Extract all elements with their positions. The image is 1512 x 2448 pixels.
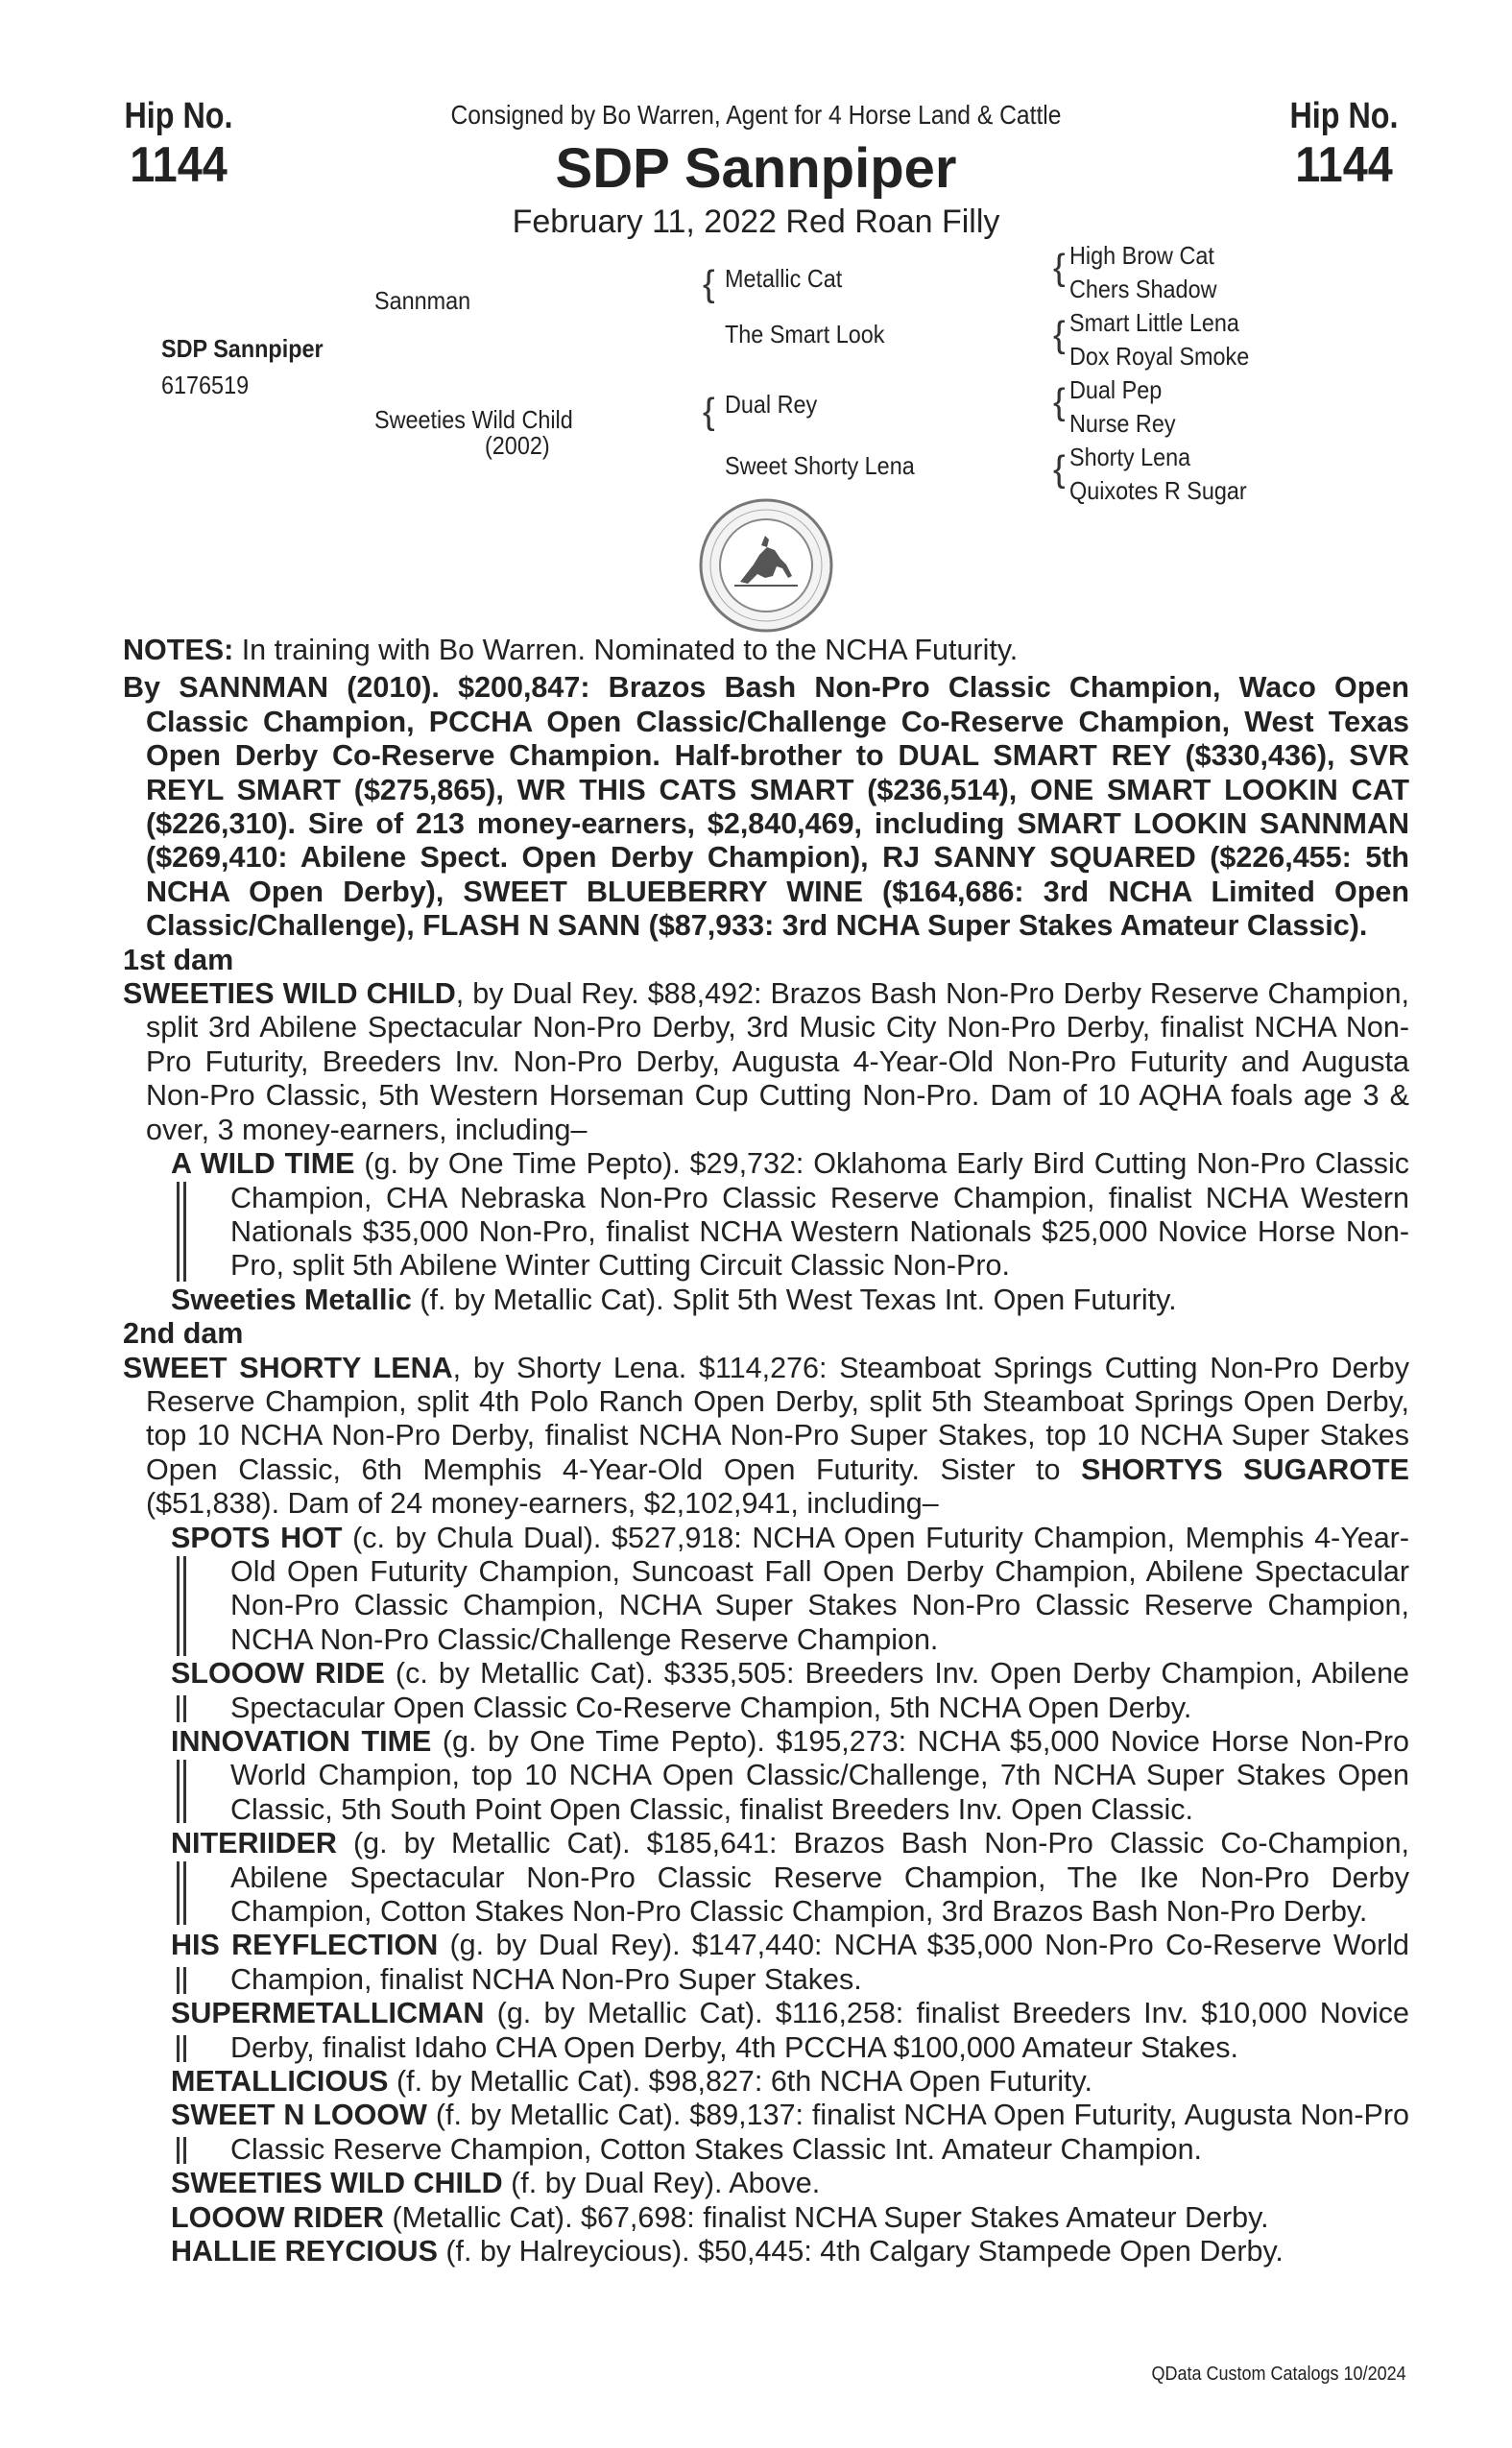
- offspring-entry: [123, 1522, 1409, 1658]
- first-dam-name: SWEETIES WILD CHILD: [123, 977, 456, 1011]
- offspring-detail: (f. by Metallic Cat). Split 5th West Texas Int. Open Futurity.: [411, 1283, 1177, 1316]
- first-dam-heading: 1st dam: [123, 943, 234, 976]
- offspring-detail: (f. by Metallic Cat). $98,827: 6th NCHA Open Futurity.: [388, 2065, 1092, 2099]
- brace-icon: {: [1053, 449, 1066, 490]
- second-dam-name: SWEET SHORTY LENA: [123, 1351, 453, 1384]
- offspring-text: [171, 1522, 1409, 1658]
- offspring-name: NITERIIDER: [171, 1827, 337, 1860]
- offspring-entry: [123, 1657, 1409, 1725]
- offspring-detail: (c. by Metallic Cat). $335,505: Breeders Inv. Open Derby Champion, Abilene Spectacular Open Classic Co-Reserve Champion, 5th NCHA Open Derby.: [230, 1657, 1410, 1724]
- brace-icon: {: [703, 392, 715, 432]
- offspring-name: METALLICIOUS: [171, 2065, 389, 2099]
- brace-icon: {: [703, 264, 715, 304]
- ncha-seal-icon: [698, 497, 834, 634]
- hip-label-right: Hip No.: [1289, 96, 1399, 136]
- pedigree-sire-dam: The Smart Look: [725, 320, 885, 348]
- offspring-text: [171, 1657, 1409, 1725]
- offspring-name: LOOOW RIDER: [171, 2200, 384, 2234]
- offspring-entry: [123, 1725, 1409, 1827]
- offspring-text: [171, 2201, 1409, 2235]
- notes-line: [123, 634, 1409, 667]
- offspring-entry: [123, 1147, 1409, 1284]
- second-dam-heading: 2nd dam: [123, 1317, 244, 1351]
- pedigree-registration: 6176519: [161, 371, 250, 399]
- bar-marker: [177, 1695, 186, 1722]
- offspring-text: [171, 1725, 1409, 1827]
- offspring-entry: [123, 2167, 1409, 2200]
- offspring-detail: (g. by Metallic Cat). $116,258: finalist Breeders Inv. $10,000 Novice Derby, finalist Idaho CHA Open Derby, 4th PCCHA $100,000 Amateur Stakes.: [230, 1997, 1409, 2064]
- brace-icon: {: [1053, 382, 1066, 422]
- offspring-entry: [123, 1929, 1409, 1997]
- offspring-name: Sweeties Metallic: [171, 1283, 412, 1316]
- pedigree-gen3-7: Shorty Lena: [1069, 443, 1191, 471]
- offspring-text: [171, 2065, 1409, 2099]
- pedigree-gen3-5: Dual Pep: [1069, 375, 1163, 404]
- offspring-detail: (g. by Dual Rey). $147,440: NCHA $35,000 Non-Pro Co-Reserve World Champion, finalist NCHA Non-Pro Super Stakes.: [230, 1929, 1410, 1996]
- horse-name-title: SDP Sannpiper: [555, 137, 957, 200]
- foaling-info: February 11, 2022 Red Roan Filly: [512, 204, 1000, 240]
- offspring-text: [171, 2167, 1409, 2200]
- offspring-text: [171, 2235, 1409, 2268]
- offspring-detail: (g. by One Time Pepto). $29,732: Oklahoma Early Bird Cutting Non-Pro Classic Champion, CHA Nebraska Non-Pro Classic Reserve Champion, finalist NCHA Western Nationals $35,000 Non-Pro, finalist NCHA Western Nationals $25,000 Novice Horse Non-Pro, split 5th Abilene Winter Cutting Circuit Classic Non-Pro.: [230, 1147, 1409, 1283]
- offspring-name: INNOVATION TIME: [171, 1725, 432, 1758]
- second-dam-paragraph: [123, 1352, 1409, 1522]
- pedigree-gen3-1: High Brow Cat: [1069, 241, 1214, 270]
- notes-text: In training with Bo Warren. Nominated to the NCHA Futurity.: [233, 634, 1019, 666]
- offspring-detail: (Metallic Cat). $67,698: finalist NCHA Super Stakes Amateur Derby.: [383, 2200, 1269, 2234]
- offspring-detail: (g. by One Time Pepto). $195,273: NCHA $5,000 Novice Horse Non-Pro World Champion, top 10 NCHA Open Classic/Challenge, 7th NCHA Super Stakes Open Classic, 5th South Point Open Classic, finalist Breeders Inv. Open Classic.: [230, 1725, 1409, 1826]
- offspring-detail: (g. by Metallic Cat). $185,641: Brazos Bash Non-Pro Classic Co-Champion, Abilene Spectacular Non-Pro Classic Reserve Champion, The Ike Non-Pro Derby Champion, Cotton Stakes Non-Pro Classic Champion, 3rd Brazos Bash Non-Pro Derby.: [230, 1827, 1409, 1929]
- offspring-detail: (f. by Halreycious). $50,445: 4th Calgary Stampede Open Derby.: [437, 2235, 1284, 2268]
- sire-paragraph: By SANNMAN (2010). $200,847: Brazos Bash Non-Pro Classic Champion, Waco Open Classic Champion, PCCHA Open Classic/Challenge Co-Reserve Champion, West Texas Open Derby Co-Reserve Champion. Half-brother to DUAL SMART REY ($330,436), SVR REYL SMART ($275,865), WR THIS CATS SMART ($236,514), ONE SMART LOOKIN CAT ($226,310). Sire of 213 money-earners, $2,840,469, including SMART LOOKIN SANNMAN ($269,410: Abilene Spect. Open Derby Champion), RJ SANNY SQUARED ($226,455: 5th NCHA Open Derby), SWEET BLUEBERRY WINE ($164,686: 3rd NCHA Limited Open Classic/Challenge), FLASH N SANN ($87,933: 3rd NCHA Super Stakes Amateur Classic).: [123, 671, 1409, 943]
- offspring-detail: (f. by Dual Rey). Above.: [502, 2167, 821, 2200]
- pedigree-subject: SDP Sannpiper: [161, 334, 324, 363]
- brace-icon: {: [1053, 248, 1066, 288]
- bar-marker: [177, 1182, 186, 1282]
- consignor-line: Consigned by Bo Warren, Agent for 4 Horse Land & Cattle: [450, 100, 1062, 130]
- pedigree-dam-year: (2002): [485, 431, 550, 460]
- offspring-name: SWEET N LOOOW: [171, 2099, 427, 2132]
- bar-marker: [177, 1556, 186, 1656]
- offspring-entry: [123, 2201, 1409, 2235]
- second-dam-text-2: ($51,838). Dam of 24 money-earners, $2,102,941, including–: [146, 1487, 939, 1521]
- catalog-body: [123, 634, 1409, 2269]
- offspring-name: HALLIE REYCIOUS: [171, 2235, 438, 2268]
- offspring-name: SWEETIES WILD CHILD: [171, 2167, 503, 2200]
- offspring-entry: [123, 2099, 1409, 2167]
- pedigree-gen3-8: Quixotes R Sugar: [1069, 476, 1247, 505]
- offspring-entry: [123, 2235, 1409, 2268]
- footer-credit: QData Custom Catalogs 10/2024: [1151, 2364, 1406, 2385]
- offspring-text: [171, 1827, 1409, 1929]
- bar-marker: [177, 1760, 186, 1823]
- pedigree-gen3-4: Dox Royal Smoke: [1069, 342, 1250, 371]
- offspring-entry: [123, 1284, 1409, 1317]
- offspring-entry: [123, 1997, 1409, 2065]
- second-dam-text: , by Shorty Lena. $114,276: Steamboat Springs Cutting Non-Pro Derby Reserve Champion, split 4th Polo Ranch Open Derby, split 5th Steamboat Springs Open Derby, top 10 NCHA Non-Pro Derby, finalist NCHA Non-Pro Super Stakes, top 10 NCHA Super Stakes Open Classic, 6th Memphis 4-Year-Old Open Futurity. Sister to: [146, 1351, 1409, 1486]
- bar-marker: [177, 2137, 186, 2164]
- offspring-entry: [123, 2065, 1409, 2099]
- pedigree-gen3-3: Smart Little Lena: [1069, 308, 1239, 337]
- first-dam-text: , by Dual Rey. $88,492: Brazos Bash Non-Pro Derby Reserve Champion, split 3rd Abilene Spectacular Non-Pro Derby, 3rd Music City Non-Pro Derby, finalist NCHA Non-Pro Futurity, Breeders Inv. Non-Pro Derby, Augusta 4-Year-Old Non-Pro Futurity and Augusta Non-Pro Classic, 5th Western Horseman Cup Cutting Non-Pro. Dam of 10 AQHA foals age 3 & over, 3 money-earners, including–: [146, 977, 1409, 1146]
- hip-number-right: 1144: [1295, 137, 1393, 193]
- offspring-text: [171, 1147, 1409, 1284]
- offspring-text: [171, 1997, 1409, 2065]
- bar-marker: [177, 1967, 186, 1994]
- pedigree-dam-sire: Dual Rey: [725, 390, 818, 419]
- offspring-entry: [123, 1827, 1409, 1929]
- offspring-text: [171, 1929, 1409, 1997]
- first-dam-paragraph: [123, 977, 1409, 1147]
- pedigree-sire: Sannman: [374, 286, 471, 315]
- offspring-name: HIS REYFLECTION: [171, 1929, 439, 1962]
- offspring-name: A WILD TIME: [171, 1147, 355, 1181]
- offspring-name: SLOOOW RIDE: [171, 1657, 385, 1691]
- pedigree-gen3-2: Chers Shadow: [1069, 275, 1217, 303]
- offspring-name: SUPERMETALLICMAN: [171, 1997, 485, 2030]
- hip-number-left: 1144: [130, 137, 228, 193]
- offspring-detail: (f. by Metallic Cat). $89,137: finalist NCHA Open Futurity, Augusta Non-Pro Classic Reserve Champion, Cotton Stakes Classic Int. Amateur Champion.: [230, 2099, 1409, 2166]
- brace-icon: {: [1053, 315, 1066, 355]
- bar-marker: [177, 1861, 186, 1925]
- offspring-detail: (c. by Chula Dual). $527,918: NCHA Open Futurity Champion, Memphis 4-Year-Old Open Futurity Champion, Suncoast Fall Open Derby Champion, Abilene Spectacular Non-Pro Classic Champion, NCHA Super Stakes Non-Pro Classic Reserve Champion, NCHA Non-Pro Classic/Challenge Reserve Champion.: [230, 1521, 1409, 1656]
- pedigree-dam-dam: Sweet Shorty Lena: [725, 451, 915, 480]
- sister-name: SHORTYS SUGAROTE: [1081, 1452, 1409, 1486]
- pedigree-dam: Sweeties Wild Child: [374, 405, 573, 434]
- bar-marker: [177, 2035, 186, 2062]
- offspring-text: [171, 2099, 1409, 2167]
- offspring-text: [171, 1284, 1409, 1317]
- notes-label: NOTES:: [123, 634, 234, 666]
- offspring-name: SPOTS HOT: [171, 1521, 343, 1554]
- pedigree-sire-sire: Metallic Cat: [725, 264, 843, 293]
- hip-label-left: Hip No.: [124, 96, 233, 136]
- pedigree-gen3-6: Nurse Rey: [1069, 409, 1176, 438]
